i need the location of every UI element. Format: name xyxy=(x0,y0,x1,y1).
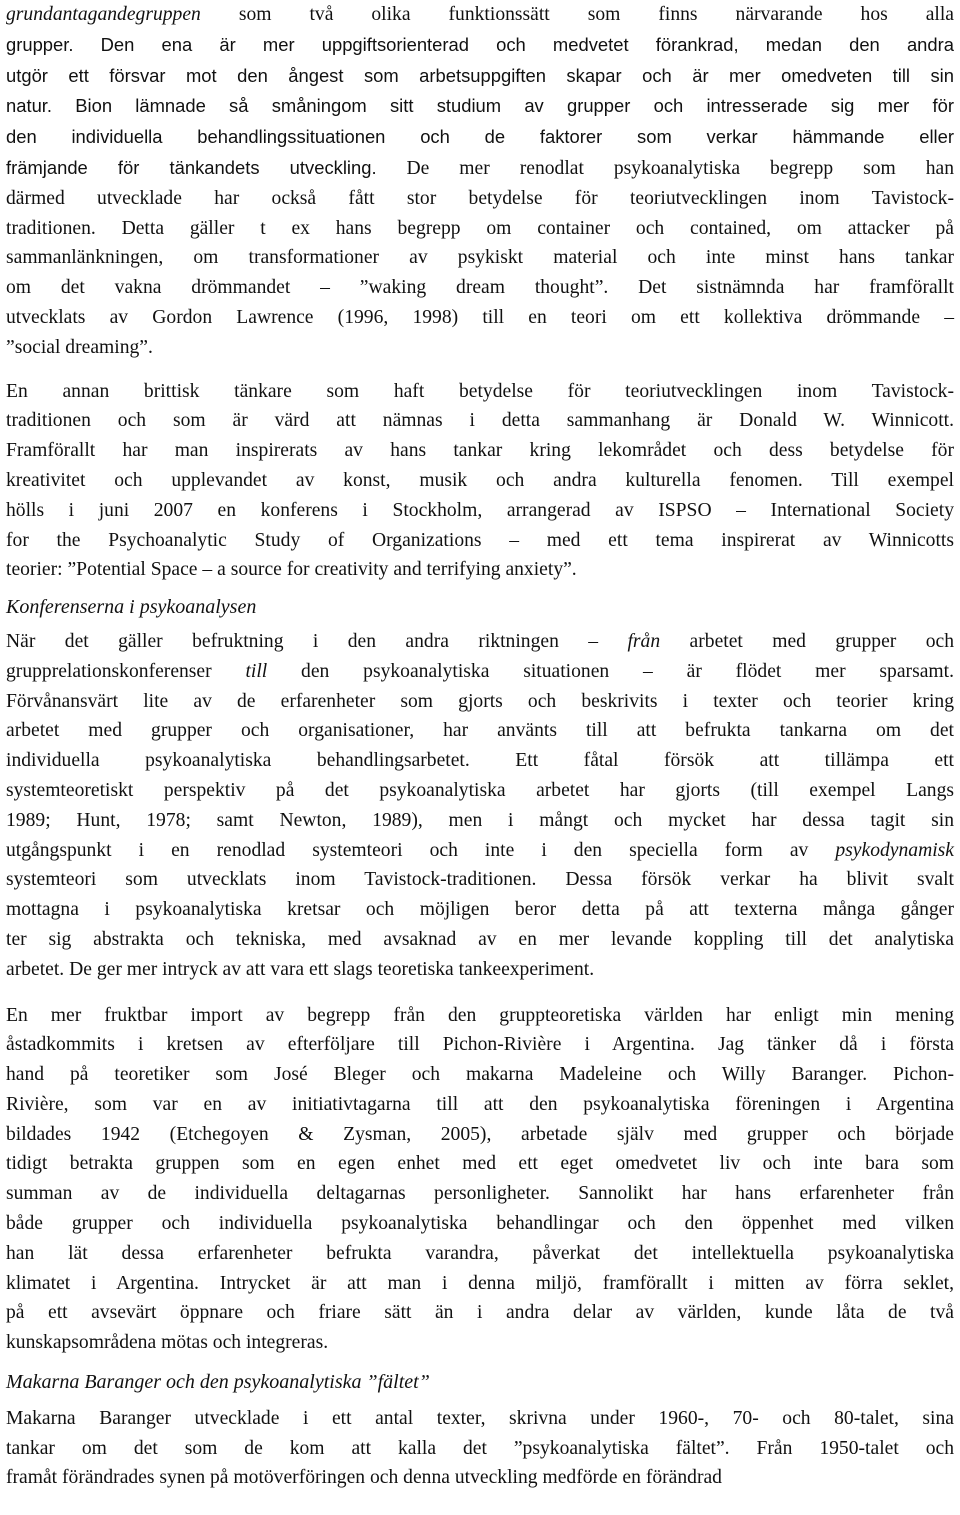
text-line xyxy=(6,1404,954,1434)
text-run: summan av de individuella deltagarnas personligheter. Sannolikt har hans erfarenheter från xyxy=(6,1183,954,1205)
text-run: som två olika funktionssätt som finns närvarande hos alla xyxy=(200,4,954,25)
text-line xyxy=(6,377,954,407)
text-line xyxy=(6,1269,954,1299)
text-run: utgör ett försvar mot den ångest som arbetsuppgiften skapar och är mer omedveten till sin xyxy=(6,64,954,86)
text-line xyxy=(6,0,954,30)
text-run: om det vakna drömmandet – ”waking dream thought”. Det sistnämnda har framförallt xyxy=(6,277,954,299)
paragraph-gap xyxy=(6,585,954,593)
text-line xyxy=(6,865,954,895)
text-line xyxy=(6,657,954,687)
text-line xyxy=(6,955,954,985)
text-run: utvecklats av Gordon Lawrence (1996, 1998) till en teori om ett kollektiva drömmande – xyxy=(6,306,954,328)
paragraph xyxy=(6,1001,954,1359)
text-line xyxy=(6,91,954,122)
text-line xyxy=(6,303,954,333)
text-line xyxy=(6,333,954,363)
italic-text: till xyxy=(245,660,268,682)
text-run: tankar om det som de kom att kalla det ”psykoanalytiska fältet”. Från 1950-talet och xyxy=(6,1437,954,1459)
italic-text: från xyxy=(627,630,661,652)
text-line xyxy=(6,776,954,806)
text-line xyxy=(6,406,954,436)
text-run: därmed utvecklade har också fått stor betydelse för teoriutvecklingen inom Tavistock- xyxy=(6,187,954,209)
text-line xyxy=(6,1001,954,1031)
text-run: Förvånansvärt lite av de erfarenheter som gjorts och beskrivits i texter och teorier kring xyxy=(6,690,954,712)
text-line xyxy=(6,716,954,746)
text-run: systemteoretiskt perspektiv på det psykoanalytiska arbetet har gjorts (till exempel Langs xyxy=(6,779,954,801)
paragraph-gap xyxy=(6,985,954,1001)
italic-text: grundantagandegruppen xyxy=(6,4,201,25)
text-run: Framförallt har man inspirerats av hans tankar kring lekområdet och dess betydelse för xyxy=(6,440,954,462)
text-run: på ett avsevärt öppnare och friare sätt än i andra delar av världen, kunde låta de två xyxy=(6,1302,954,1324)
text-run: En mer fruktbar import av begrepp från den gruppteoretiska världen har enligt min mening xyxy=(6,1004,954,1026)
text-run: han lät dessa erfarenheter befrukta varandra, påverkat det intellektuella psykoanalytiska xyxy=(6,1242,954,1264)
text-run: både grupper och individuella psykoanalytiska behandlingar och den öppenhet med vilken xyxy=(6,1213,954,1235)
text-line xyxy=(6,466,954,496)
text-run: De mer renodlat psykoanalytiska begrepp som han xyxy=(376,157,954,179)
text-run: grupprelationskonferenser xyxy=(6,660,246,682)
text-line xyxy=(6,1030,954,1060)
section-heading: Konferenserna i psykoanalysen xyxy=(6,596,257,619)
text-line xyxy=(6,687,954,717)
text-run: kreativitet och upplevandet av konst, musik och andra kulturella fenomen. Till exempel xyxy=(6,469,954,491)
text-run: for the Psychoanalytic Study of Organizations – med ett tema inspirerat av Winnicotts xyxy=(6,529,954,551)
text-line xyxy=(6,122,954,153)
text-run: hölls i juni 2007 en konferens i Stockholm, arrangerad av ISPSO – International Society xyxy=(6,499,954,521)
text-line xyxy=(6,496,954,526)
text-run: teorier: ”Potential Space – a source for creativity and terrifying anxiety”. xyxy=(6,559,577,581)
text-run: ter sig abstrakta och tekniska, med avsaknad av en mer levande koppling till det analytiska xyxy=(6,928,954,950)
text-line xyxy=(6,1060,954,1090)
text-run: kunskapsområdena mötas och integreras. xyxy=(6,1332,329,1354)
paragraph xyxy=(6,627,954,985)
text-run: När det gäller befruktning i den andra riktningen – xyxy=(6,630,628,652)
text-line xyxy=(6,1239,954,1269)
text-run: ”social dreaming”. xyxy=(6,336,153,358)
text-line xyxy=(6,1434,954,1464)
text-line xyxy=(6,273,954,303)
text-run: traditionen. xyxy=(6,217,96,239)
text-run: arbetet med grupper och organisationer, har använts till att befrukta tankarna om det xyxy=(6,720,954,742)
text-run: grupper. Den ena är mer uppgiftsorienterad och medvetet förankrad, medan den andra xyxy=(6,33,954,55)
text-run: arbetet med grupper och xyxy=(660,630,954,652)
text-run: sammanlänkningen, om transformationer av psykiskt material och inte minst hans tankar xyxy=(6,247,954,269)
text-run: utgångspunkt i en renodlad systemteori och inte i den speciella form av xyxy=(6,839,836,861)
text-run: tidigt betrakta gruppen som en egen enhet med ett eget omedvetet liv och inte bara som xyxy=(6,1153,954,1175)
text-line xyxy=(6,153,954,184)
text-run: framåt förändrades synen på motöverföringen och denna utveckling medförde en förändrad xyxy=(6,1467,722,1489)
text-run: Makarna Baranger utvecklade i ett antal texter, skrivna under 1960-, 70- och 80-talet, sina xyxy=(6,1407,954,1429)
text-run: Rivière, som var en av initiativtagarna till att den psykoanalytiska föreningen i Argentina xyxy=(6,1093,954,1115)
text-run: En annan brittisk tänkare som haft betydelse för teoriutvecklingen inom Tavistock- xyxy=(6,380,954,402)
paragraph xyxy=(6,377,954,586)
text-line xyxy=(6,436,954,466)
text-line xyxy=(6,526,954,556)
text-line xyxy=(6,836,954,866)
text-run: hand på teoretiker som José Bleger och makarna Madeleine och Willy Baranger. Pichon- xyxy=(6,1064,954,1086)
text-line xyxy=(6,30,954,61)
text-run: Detta gäller t ex hans begrepp om container och contained, om attacker på xyxy=(95,217,954,239)
text-line xyxy=(6,1328,954,1358)
text-run: systemteori som utvecklats inom Tavistock-traditionen. Dessa försök verkar ha blivit svalt xyxy=(6,869,954,891)
text-run: 1989; Hunt, 1978; samt Newton, 1989), men i mångt och mycket har dessa tagit sin xyxy=(6,809,954,831)
section-heading: Makarna Baranger och den psykoanalytiska ”fältet” xyxy=(6,1371,430,1394)
text-line xyxy=(6,184,954,214)
text-run: klimatet i Argentina. Intrycket är att man i denna miljö, framförallt i mitten av förra seklet, xyxy=(6,1272,954,1294)
paragraph-gap xyxy=(6,363,954,377)
text-run: främjande för tänkandets utveckling. xyxy=(6,156,377,178)
text-run: arbetet. De ger mer intryck av att vara ett slags teoretiska tankeexperiment. xyxy=(6,958,595,980)
text-run: traditionen och som är värd att nämnas i detta sammanhang är Donald W. Winnicott. xyxy=(6,410,954,432)
text-run: den individuella behandlingssituationen och de faktorer som verkar hämmande eller xyxy=(6,126,954,148)
text-line xyxy=(6,1179,954,1209)
text-line xyxy=(6,1120,954,1150)
text-line xyxy=(6,746,954,776)
text-line xyxy=(6,806,954,836)
text-run: individuella psykoanalytiska behandlingsarbetet. Ett fåtal försök att tillämpa ett xyxy=(6,750,954,772)
text-line xyxy=(6,925,954,955)
text-line xyxy=(6,1463,954,1493)
paragraph-gap xyxy=(6,1358,954,1368)
text-line xyxy=(6,243,954,273)
text-line xyxy=(6,1298,954,1328)
text-line xyxy=(6,1209,954,1239)
paragraph xyxy=(6,1404,954,1493)
text-line xyxy=(6,895,954,925)
text-run: natur. Bion lämnade så småningom sitt studium av grupper och intresserade sig mer för xyxy=(6,95,954,117)
text-line xyxy=(6,555,954,585)
text-line xyxy=(6,1090,954,1120)
text-line xyxy=(6,214,954,244)
text-line xyxy=(6,1149,954,1179)
paragraph xyxy=(6,0,954,363)
text-run: bildades 1942 (Etchegoyen & Zysman, 2005), arbetade själv med grupper och började xyxy=(6,1123,954,1145)
text-line xyxy=(6,61,954,92)
text-run: den psykoanalytiska situationen – är flödet mer sparsamt. xyxy=(267,660,954,682)
text-line xyxy=(6,627,954,657)
italic-text: psykodynamisk xyxy=(835,839,954,861)
text-run: åstadkommits i kretsen av efterföljare till Pichon-Rivière i Argentina. Jag tänker då i första xyxy=(6,1034,954,1056)
text-run: mottagna i psykoanalytiska kretsar och möjligen beror detta på att texterna många gånger xyxy=(6,899,954,921)
